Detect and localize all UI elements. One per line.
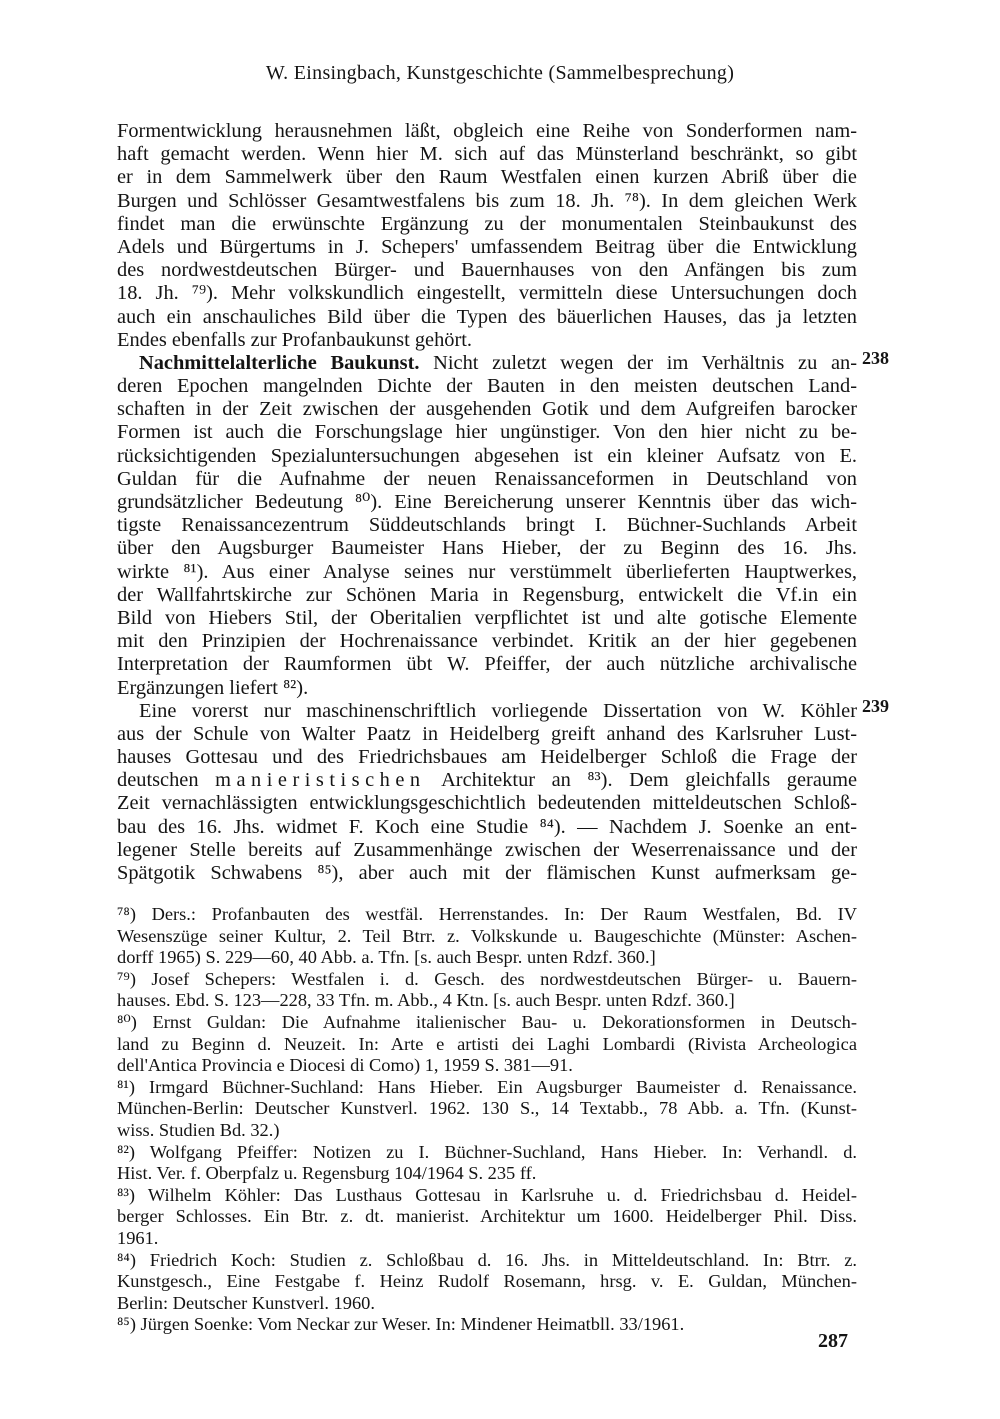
footnotes: [117, 904, 857, 1336]
main-text: [117, 120, 857, 885]
section-line-text: Nicht zuletzt wegen der im Verhältnis zu an-: [433, 351, 857, 374]
section-heading: Nachmittelalterliche Baukunst.: [139, 351, 420, 374]
text-line: Formentwicklung herausnehmen läßt, obgleich eine Reihe von Sonderformen nam-: [117, 120, 857, 142]
text-line: deren Epochen mangelnden Dichte der Bauten in den meisten deutschen Land-: [117, 375, 857, 398]
text-line: aus der Schule von Walter Paatz in Heidelberg greift anhand des Karlsruher Lust-: [117, 722, 857, 745]
footnote-line: ⁷⁸) Ders.: Profanbauten des westfäl. Herrenstandes. In: Der Raum Westfalen, Bd. IV: [117, 904, 857, 924]
text-line: er in dem Sammelwerk über den Raum Westfalen einen kurzen Abriß über die: [117, 166, 857, 189]
text-line: [117, 769, 857, 792]
text-line: grundsätzlicher Bedeutung ⁸⁰). Eine Bereicherung unserer Kenntnis über das wich-: [117, 491, 857, 513]
footnote-line: ⁸³) Wilhelm Köhler: Das Lusthaus Gottesau in Karlsruhe u. d. Friedrichsbau d. Heidel-: [117, 1184, 857, 1205]
text-line: Formen ist auch die Forschungslage hier ungünstiger. Von den hier nicht zu be-: [117, 421, 857, 444]
footnote-line: ⁷⁹) Josef Schepers: Westfalen i. d. Gesch. des nordwestdeutschen Bürger- u. Bauern-: [117, 968, 857, 989]
text-line: haft gemacht werden. Wenn hier M. sich auf das Münsterland beschränkt, so gibt: [117, 143, 857, 166]
running-head: W. Einsingbach, Kunstgeschichte (Sammelbesprechung): [265, 62, 735, 84]
text-line: findet man die erwünschte Ergänzung zu der monumentalen Steinbaukunst des: [117, 212, 857, 235]
text-line: Endes ebenfalls zur Profanbaukunst gehört.: [117, 328, 473, 351]
footnote-line: Berlin: Deutscher Kunstverl. 1960.: [117, 1292, 375, 1313]
text-line: der Wallfahrtskirche zur Schönen Maria in Regensburg, entwickelt die Vf.in ein: [117, 583, 857, 606]
footnote-line: dorff 1965) S. 229—60, 40 Abb. a. Tfn. [s. auch Bespr. unten Rdzf. 360.]: [117, 947, 656, 968]
footnote-line: Hist. Ver. f. Oberpfalz u. Regensburg 104/1964 S. 235 ff.: [117, 1163, 537, 1184]
page-number: 287: [818, 1330, 848, 1352]
footnote-line: Kunstgesch., Eine Festgabe f. Heinz Rudolf Rosemann, hrsg. v. E. Guldan, München-: [117, 1271, 857, 1292]
footnote-line: hauses. Ebd. S. 123—228, 33 Tfn. m. Abb., 4 Ktn. [s. auch Bespr. unten Rdzf. 360.]: [117, 990, 735, 1011]
footnote-line: München-Berlin: Deutscher Kunstverl. 1962. 130 S., 14 Textabb., 78 Abb. a. Tfn. (Kunst-: [117, 1098, 857, 1119]
text-line: schaften in der Zeit zwischen der ausgehenden Gotik und dem Aufgreifen barocker: [117, 398, 857, 421]
margin-number: 238: [862, 348, 889, 368]
text-line: mit den Prinzipien der Hochrenaissance verbindet. Kritik an der hier gegebenen: [117, 630, 857, 653]
footnote-line: wiss. Studien Bd. 32.): [117, 1119, 280, 1140]
text-line: wirkte ⁸¹). Aus einer Analyse seines nur verstümmelt überlieferten Hauptwerkes,: [117, 560, 857, 583]
text-line: hauses Gottesau und des Friedrichsbaues am Heidelberger Schloß die Frage der: [117, 746, 857, 769]
footnote-line: dell'Antica Provincia e Diocesi di Como) 1, 1959 S. 381—91.: [117, 1055, 573, 1076]
text-line: Eine vorerst nur maschinenschriftlich vorliegende Dissertation von W. Köhler: [139, 699, 857, 722]
text-line: Ergänzungen liefert ⁸²).: [117, 676, 309, 699]
line-prefix: deutschen: [117, 769, 199, 792]
text-line: des nordwestdeutschen Bürger- und Bauernhauses von den Anfängen bis zum: [117, 259, 857, 282]
text-line: bau des 16. Jhs. widmet F. Koch eine Studie ⁸⁴). — Nachdem J. Soenke an ent-: [117, 815, 857, 838]
text-line: Interpretation der Raumformen übt W. Pfeiffer, der auch nützliche archivalische: [117, 653, 857, 676]
spaced-word: manieristischen: [215, 769, 426, 792]
footnote-line: Wesenszüge seiner Kultur, 2. Teil Btrr. z. Volkskunde u. Baugeschichte (Münster: Aschen-: [117, 925, 857, 946]
text-line: auch ein anschauliches Bild über die Typen des bäuerlichen Hauses, das ja letzten: [117, 305, 857, 328]
text-line: tigste Renaissancezentrum Süddeutschlands bringt I. Büchner-Suchlands Arbeit: [117, 514, 857, 537]
section-first-line: [117, 352, 857, 375]
footnote-line: ⁸⁵) Jürgen Soenke: Vom Neckar zur Weser. In: Mindener Heimatbll. 33/1961.: [117, 1314, 685, 1335]
text-line: Bild von Hiebers Stil, der Oberitalien verpflichtet ist und alte gotische Elemente: [117, 606, 857, 629]
text-line: rücksichtigenden Spezialuntersuchungen abgesehen ist ein kleiner Aufsatz von E.: [117, 444, 857, 467]
footnote-line: ⁸⁴) Friedrich Koch: Studien z. Schloßbau d. 16. Jhs. in Mitteldeutschland. In: Btrr. z.: [117, 1249, 857, 1270]
text-line: 18. Jh. ⁷⁹). Mehr volkskundlich eingestellt, vermitteln diese Untersuchungen doch: [117, 282, 857, 305]
footnote-line: ⁸¹) Irmgard Büchner-Suchland: Hans Hieber. Ein Augsburger Baumeister d. Renaissance.: [117, 1076, 857, 1097]
text-line: Burgen und Schlösser Gesamtwestfalens bis zum 18. Jh. ⁷⁸). In dem gleichen Werk: [117, 189, 857, 212]
line-suffix: Architektur an ⁸³). Dem gleichfalls geraume: [441, 769, 857, 792]
footnote-line: ⁸²) Wolfgang Pfeiffer: Notizen zu I. Büchner-Suchland, Hans Hieber. In: Verhandl. d.: [117, 1141, 857, 1162]
margin-number: 239: [862, 696, 889, 716]
text-line: Spätgotik Schwabens ⁸⁵), aber auch mit der flämischen Kunst aufmerksam ge-: [117, 862, 857, 884]
text-line: legener Stelle bereits auf Zusammenhänge zwischen der Weserrenaissance und der: [117, 838, 857, 861]
text-line: über den Augsburger Baumeister Hans Hieber, der zu Beginn des 16. Jhs.: [117, 537, 857, 560]
text-line: Zeit vernachlässigten entwicklungsgeschichtlich bedeutenden mitteldeutschen Schloß-: [117, 792, 857, 815]
text-line: Guldan für die Aufnahme der neuen Renaissanceformen in Deutschland von: [117, 467, 857, 490]
text-line: Adels und Bürgertums in J. Schepers' umfassendem Beitrag über die Entwicklung: [117, 235, 857, 258]
footnote-line: 1961.: [117, 1227, 159, 1248]
footnote-line: berger Schlosses. Ein Btr. z. dt. manierist. Architektur um 1600. Heidelberger Phil. Diss.: [117, 1206, 857, 1227]
footnote-line: land zu Beginn d. Neuzeit. In: Arte e artisti dei Laghi Lombardi (Rivista Archeologica: [117, 1033, 857, 1054]
footnote-line: ⁸⁰) Ernst Guldan: Die Aufnahme italienischer Bau- u. Dekorationsformen in Deutsch-: [117, 1011, 857, 1032]
